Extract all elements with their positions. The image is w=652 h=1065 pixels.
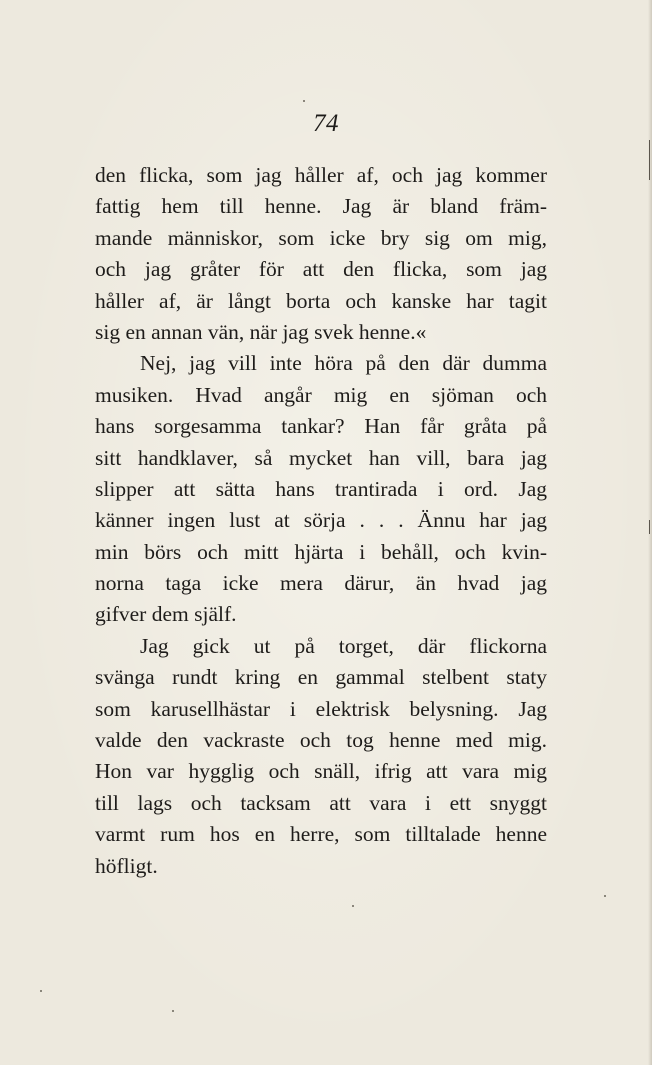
- text-line: till lags och tacksam att vara i ett snyggt: [95, 790, 547, 815]
- text-line: håller af, är långt borta och kanske har tagit: [95, 288, 547, 313]
- text-line: sitt handklaver, så mycket han vill, bara jag: [95, 445, 547, 470]
- paper-speck: [604, 895, 606, 897]
- text-line: slipper att sätta hans trantirada i ord. Jag: [95, 476, 547, 501]
- paper-speck: [352, 905, 354, 907]
- paper-speck: [303, 100, 305, 102]
- text-line: Jag gick ut på torget, där flickorna: [140, 633, 547, 658]
- page-edge-mark: [649, 520, 650, 534]
- body-text: [95, 160, 547, 882]
- text-line: musiken. Hvad angår mig en sjöman och: [95, 382, 547, 407]
- page-number: 74: [313, 110, 339, 137]
- text-line: Hon var hygglig och snäll, ifrig att vara mig: [95, 759, 547, 784]
- text-line: och jag gråter för att den flicka, som jag: [95, 257, 547, 282]
- text-line: norna taga icke mera därur, än hvad jag: [95, 571, 547, 596]
- text-line: fattig hem till henne. Jag är bland främ-: [95, 194, 547, 219]
- page-edge-mark: [649, 140, 650, 180]
- text-line: varmt rum hos en herre, som tilltalade henne: [95, 822, 547, 847]
- text-line: som karusellhästar i elektrisk belysning. Jag: [95, 696, 547, 721]
- text-line: höfligt.: [95, 853, 158, 878]
- text-line: valde den vackraste och tog henne med mig.: [95, 728, 547, 753]
- paper-speck: [40, 990, 42, 992]
- text-line: svänga rundt kring en gammal stelbent staty: [95, 665, 547, 690]
- text-line: Nej, jag vill inte höra på den där dumma: [140, 351, 547, 376]
- text-line: hans sorgesamma tankar? Han får gråta på: [95, 414, 547, 439]
- text-line: den flicka, som jag håller af, och jag kommer: [95, 163, 547, 187]
- text-line: känner ingen lust at sörja . . . Ännu har jag: [95, 508, 547, 533]
- paper-speck: [172, 1010, 174, 1012]
- text-line: min börs och mitt hjärta i behåll, och kvin-: [95, 539, 547, 564]
- text-line: mande människor, som icke bry sig om mig,: [95, 225, 547, 250]
- text-line: sig en annan vän, när jag svek henne.«: [95, 319, 427, 344]
- text-line: gifver dem själf.: [95, 602, 237, 627]
